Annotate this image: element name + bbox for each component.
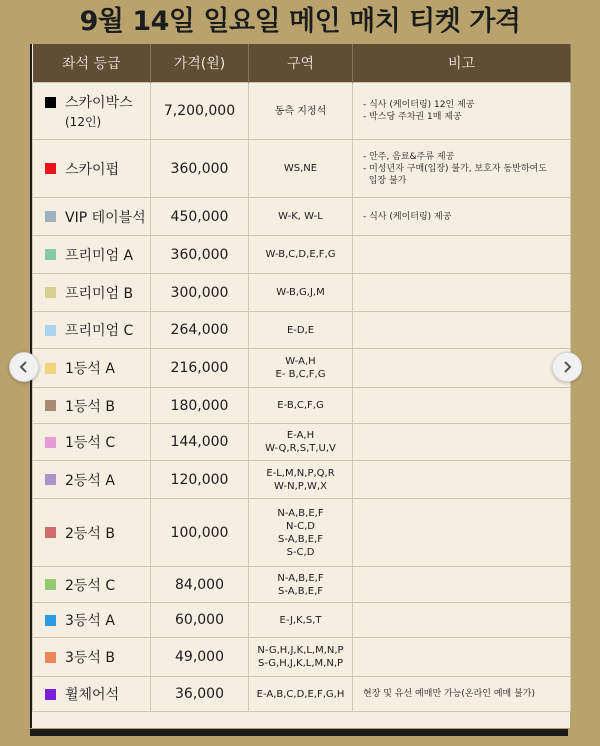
grade-name: 프리미엄 A	[65, 247, 134, 264]
color-swatch	[45, 400, 56, 411]
note-cell	[353, 312, 571, 349]
zone-cell	[249, 236, 353, 274]
grade-name: 1등석 A	[65, 361, 115, 377]
zone-line: S-C,D	[286, 546, 315, 558]
grade-cell	[33, 677, 151, 712]
zone-line: N-G,H,J,K,L,M,N,P	[257, 645, 344, 656]
price-cell: 450,000	[151, 198, 249, 236]
color-swatch	[45, 97, 56, 108]
zone-cell	[249, 424, 353, 461]
price-cell: 100,000	[151, 499, 249, 567]
zone-line: S-A,B,E,F	[277, 585, 324, 597]
zone-cell	[249, 140, 353, 198]
carousel-next-button[interactable]	[552, 352, 582, 382]
table-header-row	[33, 44, 571, 83]
grade-name: 스카이박스	[65, 95, 133, 111]
zone-line: W-B,G,J,M	[276, 287, 325, 298]
note-line: - 박스당 주차권 1매 제공	[363, 112, 462, 122]
note-cell	[353, 603, 571, 638]
zone-cell	[249, 677, 353, 712]
grade-cell	[33, 312, 151, 349]
table-row	[33, 236, 571, 274]
note-cell	[353, 424, 571, 461]
table-row	[33, 83, 571, 140]
zone-line: E-L,M,N,P,Q,R	[266, 467, 335, 479]
note-line: - 안주, 음료&주류 제공	[363, 151, 455, 162]
zone-cell	[249, 461, 353, 499]
zone-line: E-J,K,S,T	[279, 614, 322, 626]
price-cell: 216,000	[151, 349, 249, 388]
table-row	[33, 424, 571, 461]
grade-cell	[33, 274, 151, 312]
zone-cell	[249, 83, 353, 140]
note-cell	[353, 349, 571, 388]
price-cell: 264,000	[151, 312, 249, 349]
table-row	[33, 349, 571, 388]
zone-line: E-A,B,C,D,E,F,G,H	[256, 688, 345, 700]
zone-line: N-A,B,E,F	[277, 572, 324, 584]
color-swatch	[45, 474, 56, 485]
price-cell: 120,000	[151, 461, 249, 499]
zone-line: W-A,H	[285, 356, 316, 367]
table-row	[33, 461, 571, 499]
color-swatch	[45, 211, 56, 222]
zone-line: N-A,B,E,F	[277, 507, 324, 519]
color-swatch	[45, 437, 56, 448]
grade-cell	[33, 140, 151, 198]
note-line: 현장 및 유선 예매만 가능(온라인 예매 불가)	[363, 689, 535, 699]
note-cell	[353, 388, 571, 424]
price-cell: 84,000	[151, 567, 249, 603]
grade-name: 프리미엄 B	[65, 285, 134, 302]
header-note: 비고	[353, 44, 571, 83]
price-cell: 180,000	[151, 388, 249, 424]
table-row	[33, 638, 571, 677]
bottom-border	[30, 729, 568, 736]
grade-cell	[33, 349, 151, 388]
zone-cell	[249, 638, 353, 677]
header-grade: 좌석 등급	[33, 44, 151, 83]
zone-line: S-G,H,J,K,L,M,N,P	[257, 658, 344, 669]
grade-cell	[33, 424, 151, 461]
zone-line: E-A,H	[286, 430, 315, 441]
note-cell	[353, 274, 571, 312]
grade-name: 휠체어석	[65, 687, 120, 703]
zone-cell	[249, 388, 353, 424]
zone-line: E-B,C,F,G	[277, 400, 324, 411]
zone-line: W-Q,R,S,T,U,V	[265, 443, 336, 454]
zone-line: E-D,E	[286, 324, 315, 336]
grade-cell	[33, 567, 151, 603]
color-swatch	[45, 163, 56, 174]
zone-cell	[249, 198, 353, 236]
table-row	[33, 312, 571, 349]
price-table-container	[30, 44, 570, 728]
note-cell	[353, 83, 571, 140]
table-row	[33, 388, 571, 424]
zone-line: N-C,D	[286, 520, 315, 532]
grade-cell	[33, 236, 151, 274]
zone-line: 동측 지정석	[274, 105, 327, 117]
grade-name: 2등석 B	[65, 525, 116, 542]
grade-name: 2등석 A	[65, 472, 115, 489]
poster-title: 9월 14일 일요일 메인 매치 티켓 가격	[79, 6, 521, 37]
zone-cell	[249, 567, 353, 603]
grade-cell	[33, 638, 151, 677]
note-cell	[353, 499, 571, 567]
grade-name: 3등석 B	[65, 650, 116, 666]
zone-cell	[249, 312, 353, 349]
color-swatch	[45, 615, 56, 626]
zone-line: W-K, W-L	[278, 211, 323, 222]
header-zone: 구역	[249, 44, 353, 83]
grade-subtext: (12인)	[65, 115, 102, 129]
color-swatch	[45, 287, 56, 298]
grade-cell	[33, 83, 151, 140]
grade-name: 프리미엄 C	[65, 323, 134, 339]
note-cell	[353, 140, 571, 198]
table-row	[33, 198, 571, 236]
note-cell	[353, 677, 571, 712]
grade-cell	[33, 461, 151, 499]
color-swatch	[45, 363, 56, 374]
chevron-left-icon	[18, 361, 30, 373]
table-row	[33, 499, 571, 567]
zone-line: W-N,P,W,X	[274, 480, 327, 492]
color-swatch	[45, 579, 56, 590]
header-price: 가격(원)	[151, 44, 249, 83]
zone-line: S-A,B,E,F	[277, 533, 324, 545]
zone-cell	[249, 349, 353, 388]
table-row	[33, 567, 571, 603]
grade-name: VIP 테이블석	[65, 209, 146, 226]
note-line: 입장 불가	[363, 175, 407, 186]
grade-cell	[33, 198, 151, 236]
color-swatch	[45, 527, 56, 538]
zone-cell	[249, 274, 353, 312]
note-line: - 식사 (케이터링) 12인 제공	[363, 100, 475, 110]
price-cell: 60,000	[151, 603, 249, 638]
grade-cell	[33, 603, 151, 638]
zone-line: W-B,C,D,E,F,G	[265, 249, 336, 260]
grade-name: 2등석 C	[65, 577, 116, 594]
grade-name: 1등석 B	[65, 398, 116, 415]
note-cell	[353, 461, 571, 499]
grade-name: 3등석 A	[65, 613, 115, 629]
price-cell: 36,000	[151, 677, 249, 712]
chevron-right-icon	[561, 361, 573, 373]
color-swatch	[45, 689, 56, 700]
table-row	[33, 274, 571, 312]
zone-cell	[249, 499, 353, 567]
color-swatch	[45, 249, 56, 260]
price-cell: 360,000	[151, 236, 249, 274]
price-cell: 300,000	[151, 274, 249, 312]
table-row	[33, 603, 571, 638]
price-cell: 360,000	[151, 140, 249, 198]
color-swatch	[45, 652, 56, 663]
zone-cell	[249, 603, 353, 638]
color-swatch	[45, 325, 56, 336]
table-row	[33, 140, 571, 198]
zone-line: WS,NE	[283, 163, 318, 174]
price-cell: 7,200,000	[151, 83, 249, 140]
note-cell	[353, 638, 571, 677]
table-row	[33, 677, 571, 712]
note-line: - 미성년자 구매(입장) 불가, 보호자 동반하여도	[363, 163, 547, 174]
grade-cell	[33, 499, 151, 567]
carousel-prev-button[interactable]	[9, 352, 39, 382]
grade-name: 1등석 C	[65, 435, 116, 451]
note-cell	[353, 198, 571, 236]
zone-line: E- B,C,F,G	[275, 369, 326, 380]
price-cell: 49,000	[151, 638, 249, 677]
note-cell	[353, 567, 571, 603]
note-line: - 식사 (케이터링) 제공	[363, 211, 452, 222]
note-cell	[353, 236, 571, 274]
price-table	[32, 44, 571, 712]
grade-name: 스카이펍	[65, 161, 120, 178]
price-cell: 144,000	[151, 424, 249, 461]
grade-cell	[33, 388, 151, 424]
